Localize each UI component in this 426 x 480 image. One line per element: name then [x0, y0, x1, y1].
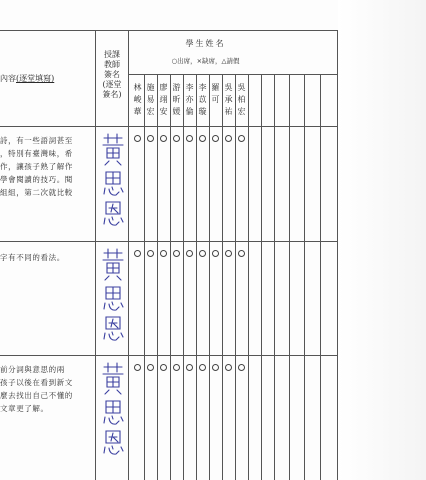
student-column-divider: [320, 75, 321, 480]
header-bottom-line: [0, 126, 338, 127]
attendance-legend: ○出席，×缺席，△請假: [171, 57, 240, 65]
attendance-present-mark: [186, 250, 193, 257]
attendance-present-mark: [134, 364, 141, 371]
student-name: 施 易 宏: [146, 83, 155, 116]
attendance-present-mark: [199, 135, 206, 142]
attendance-present-mark: [160, 250, 167, 257]
attendance-present-mark: [160, 135, 167, 142]
teacher-column-header: 授課 教師 簽名 (逐堂 簽名): [102, 50, 122, 99]
student-name: 羅 可: [211, 83, 220, 104]
session-content-line: 詩，有一些語詞甚至: [0, 136, 73, 145]
table-right-border: [337, 30, 338, 480]
student-column-divider: [274, 75, 275, 480]
attendance-present-mark: [212, 250, 219, 257]
session-content-line: 文章更了解。: [0, 404, 49, 413]
session-content-line: 組組，第二次就比較: [0, 188, 73, 197]
student-column-divider: [235, 75, 236, 480]
attendance-present-mark: [147, 250, 154, 257]
student-subheader-line: [128, 74, 338, 75]
attendance-present-mark: [238, 364, 245, 371]
session-content-line: 孩子以後在看到新文: [0, 378, 73, 387]
attendance-present-mark: [147, 135, 154, 142]
student-names-title: 學生姓名: [185, 39, 226, 48]
student-column-divider: [170, 75, 171, 480]
attendance-present-mark: [238, 250, 245, 257]
content-col-label: 內容: [0, 74, 16, 83]
session-content-line: ，特別有臺灣味，希: [0, 149, 73, 158]
attendance-present-mark: [186, 135, 193, 142]
teacher-signature: [100, 132, 126, 228]
table-top-border: [0, 30, 338, 31]
session-content-line: 作，讓孩子熟了解作: [0, 162, 73, 171]
student-name: 李 亦 倫: [185, 83, 194, 116]
attendance-present-mark: [199, 364, 206, 371]
student-name: 廖 翊 安: [159, 83, 168, 116]
row2-bottom-line: [0, 355, 338, 356]
student-column-divider: [144, 75, 145, 480]
student-column-divider: [157, 75, 158, 480]
student-name: 吳 承 祐: [224, 83, 233, 116]
student-column-divider: [304, 75, 305, 480]
student-column-divider: [222, 75, 223, 480]
session-content-line: 麼去找出自己不懂的: [0, 391, 73, 400]
attendance-present-mark: [134, 135, 141, 142]
student-column-divider: [261, 75, 262, 480]
student-column-divider: [248, 75, 249, 480]
attendance-present-mark: [225, 364, 232, 371]
attendance-present-mark: [173, 135, 180, 142]
teacher-col-right: [128, 30, 129, 480]
teacher-col-left: [95, 30, 96, 480]
student-column-divider: [196, 75, 197, 480]
student-column-divider: [209, 75, 210, 480]
teacher-signature: [100, 247, 126, 343]
content-col-note: (逐堂填寫): [16, 74, 55, 83]
attendance-present-mark: [212, 364, 219, 371]
attendance-present-mark: [225, 135, 232, 142]
attendance-present-mark: [173, 250, 180, 257]
session-content-line: 學會閱讀的技巧。閱: [0, 175, 73, 184]
student-name: 吳 柏 宏: [237, 83, 246, 116]
attendance-present-mark: [225, 250, 232, 257]
student-name: 李 苡 璇: [198, 83, 207, 116]
student-name: 林 峻 葦: [133, 83, 142, 116]
attendance-present-mark: [147, 364, 154, 371]
attendance-present-mark: [134, 250, 141, 257]
content-column-header: [0, 73, 54, 84]
attendance-present-mark: [212, 135, 219, 142]
student-name: 游 昕 媛: [172, 83, 181, 116]
attendance-present-mark: [160, 364, 167, 371]
page-edge-shadow: [338, 0, 426, 480]
session-content-line: 字有不同的看法。: [0, 253, 65, 262]
row1-bottom-line: [0, 241, 338, 242]
session-content-line: 前分詞與意思的兩: [0, 365, 65, 374]
student-column-divider: [289, 75, 290, 480]
attendance-present-mark: [238, 135, 245, 142]
attendance-present-mark: [199, 250, 206, 257]
student-column-divider: [183, 75, 184, 480]
attendance-present-mark: [173, 364, 180, 371]
teacher-signature: [100, 361, 126, 457]
attendance-present-mark: [186, 364, 193, 371]
